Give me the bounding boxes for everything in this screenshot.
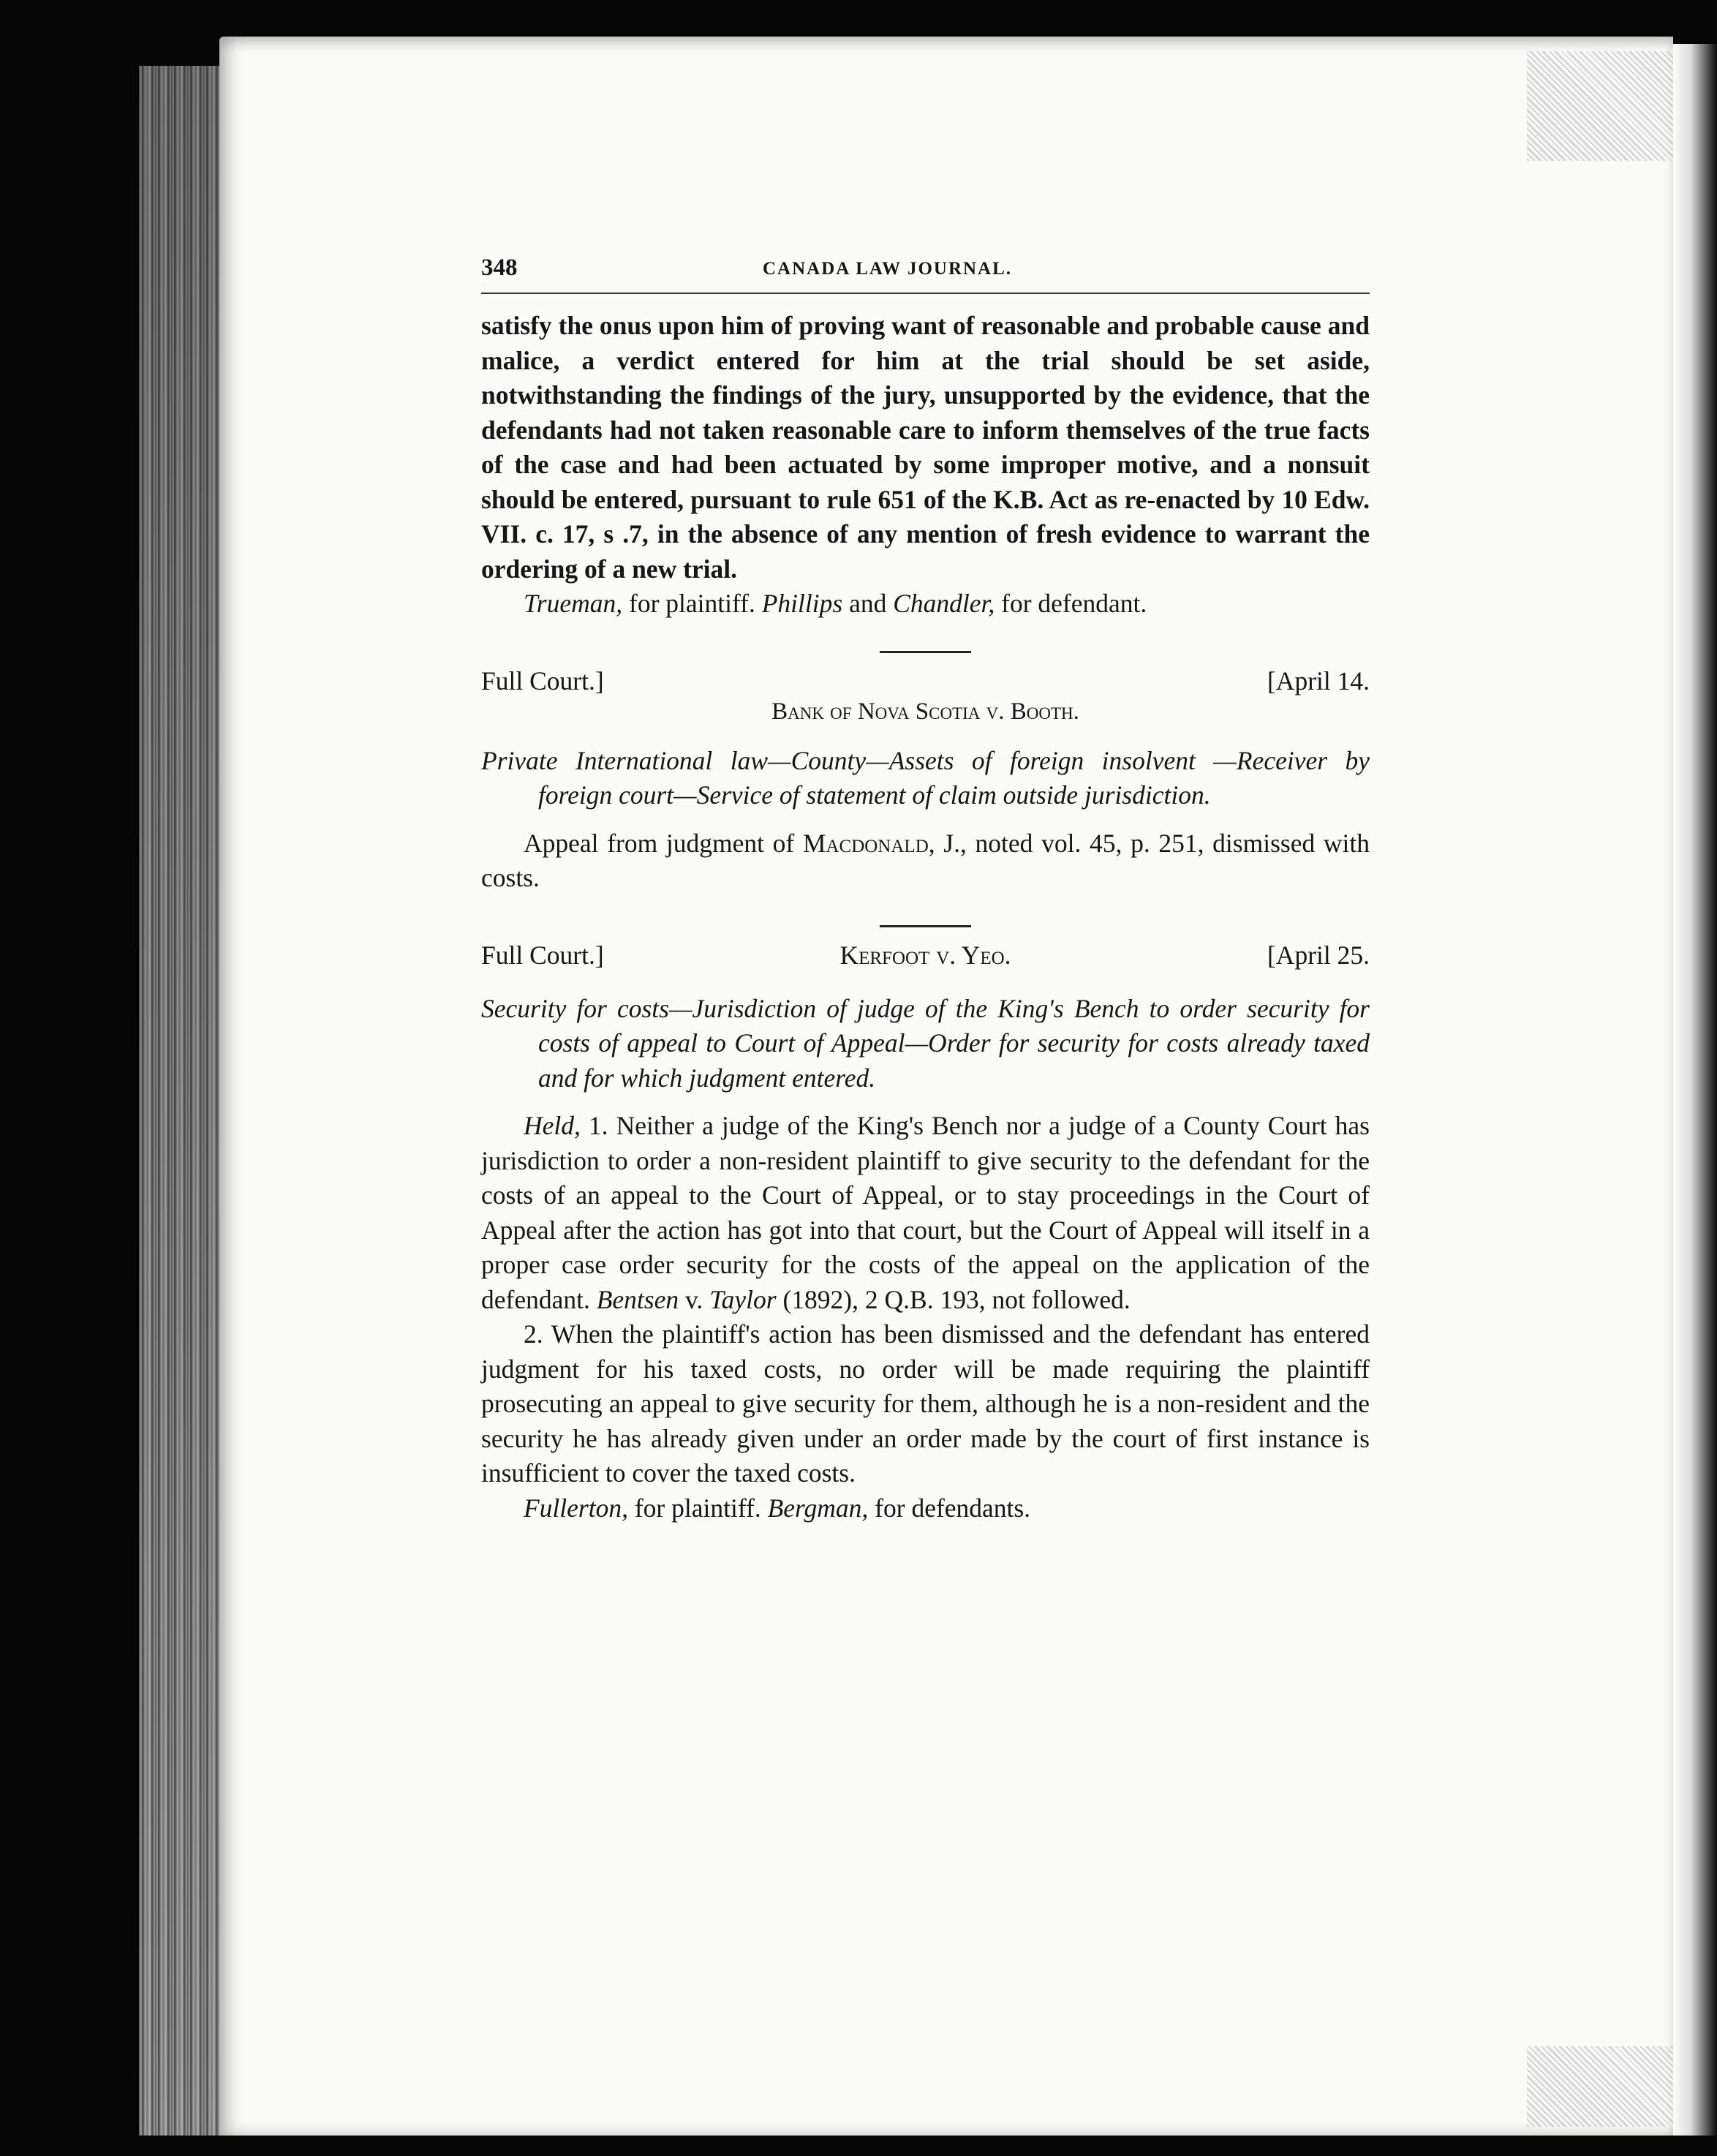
counsel-plaintiff-name: Trueman, bbox=[524, 589, 623, 618]
case-body-prefix: Appeal from judgment of bbox=[524, 828, 803, 858]
court-label: Full Court.] bbox=[481, 940, 604, 970]
cited-case-b: Taylor bbox=[709, 1284, 777, 1314]
intro-counsel bbox=[481, 587, 1370, 622]
journal-title: CANADA LAW JOURNAL. bbox=[763, 259, 1013, 279]
case-headnote: Private International law—County—Assets of foreign insolvent —Receiver by foreign court—Service of statement of claim outside jurisdiction. bbox=[481, 745, 1370, 810]
case-date: [April 14. bbox=[1267, 666, 1370, 696]
case-date: [April 25. bbox=[1267, 940, 1370, 970]
case-headnote: Security for costs—Jurisdiction of judge of the King's Bench to order security for costs of appeal to Court of Appeal—Order for security for costs already taxed and for which judgment entered. bbox=[481, 993, 1370, 1093]
counsel-and: and bbox=[842, 589, 894, 618]
counsel-plaintiff-role: for plaintiff. bbox=[627, 1493, 768, 1523]
judge-name: Macdonald bbox=[802, 828, 929, 858]
scan-noise-top-right bbox=[1527, 51, 1673, 161]
counsel-defendant-role: for defendants. bbox=[868, 1493, 1031, 1523]
section-divider bbox=[880, 925, 971, 927]
scan-noise-bottom-right bbox=[1527, 2046, 1673, 2127]
counsel-defendant-name-1: Phillips bbox=[761, 589, 843, 618]
court-label: Full Court.] bbox=[481, 666, 604, 696]
case-title: Kerfoot v. Yeo. bbox=[839, 940, 1011, 970]
page-number: 348 bbox=[481, 255, 518, 281]
held-label: Held, bbox=[524, 1111, 581, 1140]
held-p1-text: 1. Neither a judge of the King's Bench nor a judge of a County Court has jurisdiction to order a non-resident plaintiff to give security to the defendant for the costs of an appeal to the Court of Appeal, or to stay proceedings in the Court of Appeal after the action has got into that court, but the Court of Appeal will itself in a proper case order security for the costs of the appeal on the application of the defendant. bbox=[481, 1111, 1370, 1314]
held-paragraph-2: 2. When the plaintiff's action has been dismissed and the defendant has entered judgment for his taxed costs, no order will be made requiring the plaintiff prosecuting an appeal to give security for them, although he is a non-resident and the security he has already given under an order made by the court of first instance is insufficient to cover the taxed costs. bbox=[481, 1319, 1370, 1488]
text-column bbox=[481, 249, 1370, 1526]
cited-case-a: Bentsen bbox=[596, 1284, 679, 1314]
case-body-suffix: , J., noted vol. 45, p. 251, dismissed with costs. bbox=[481, 828, 1370, 892]
counsel-defendant-name: Bergman, bbox=[767, 1493, 869, 1523]
case-title: Bank of Nova Scotia v. Booth. bbox=[771, 698, 1079, 725]
cited-case-v: v. bbox=[679, 1284, 710, 1314]
held-paragraph-1 bbox=[481, 1109, 1370, 1317]
counsel-plaintiff-name: Fullerton, bbox=[524, 1493, 628, 1523]
intro-paragraph: satisfy the onus upon him of proving want of reasonable and probable cause and malice, a verdict entered for him at the trial should be set aside, notwithstanding the findings of the jury, unsupported by the evidence, that the defendants had not taken reasonable care to inform themselves of the true facts of the case and had been actuated by some improper motive, and a nonsuit should be entered, pursuant to rule 651 of the K.B. Act as re-enacted by 10 Edw. VII. c. 17, s .7, in the absence of any mention of fresh evidence to warrant the ordering of a new trial. bbox=[481, 311, 1370, 584]
running-head bbox=[481, 249, 1370, 294]
cited-case-cite: (1892), 2 Q.B. 193, not followed. bbox=[776, 1284, 1131, 1314]
counsel-plaintiff-role: for plaintiff. bbox=[622, 589, 762, 618]
section-divider bbox=[880, 651, 971, 653]
case-header bbox=[481, 938, 1370, 976]
case-header bbox=[481, 663, 1370, 701]
case-counsel bbox=[481, 1491, 1370, 1526]
counsel-defendant-role: for defendant. bbox=[995, 589, 1147, 618]
counsel-defendant-name-2: Chandler, bbox=[893, 589, 995, 618]
case-body bbox=[481, 826, 1370, 896]
page-edge-shadow bbox=[1673, 44, 1717, 2136]
